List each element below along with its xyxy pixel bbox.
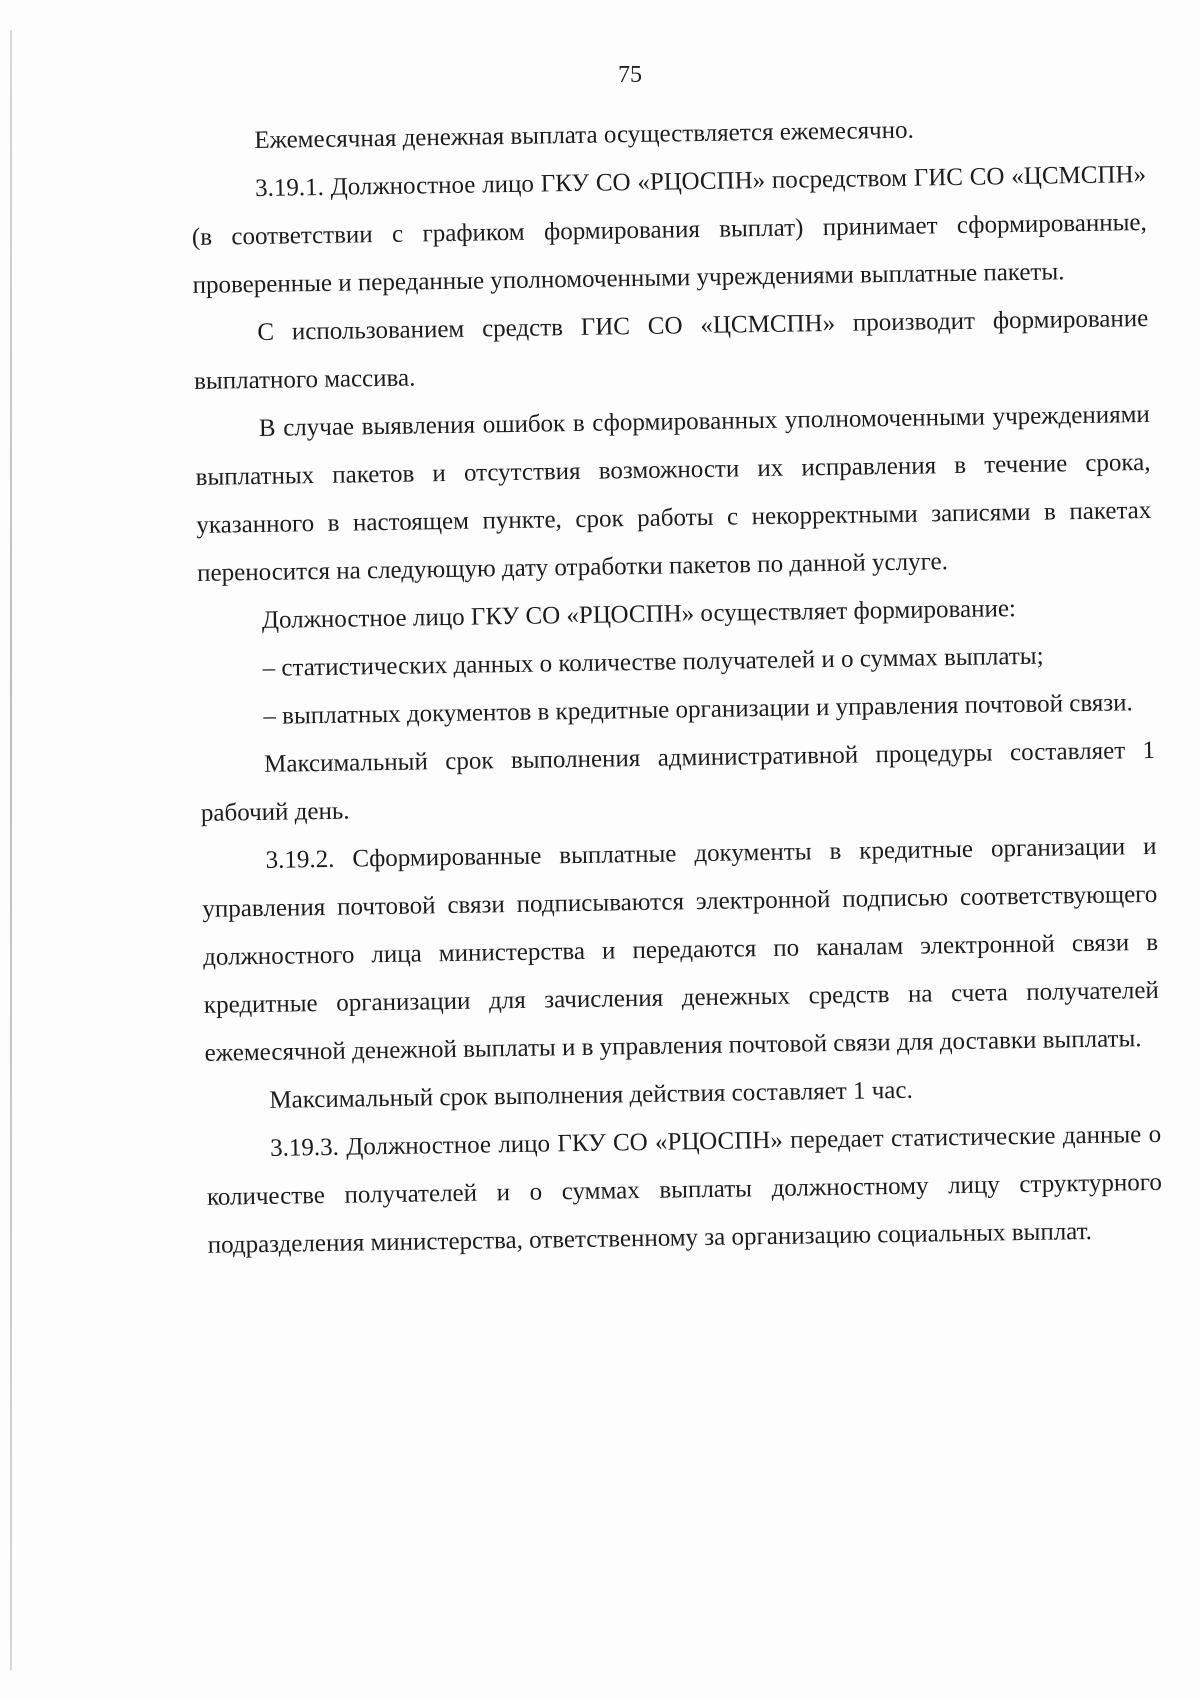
paragraph-formation-intro: Должностное лицо ГКУ СО «РЦОСПН» осуществляет формирование:: [261, 595, 1017, 634]
paragraph-3-19-3: 3.19.3. Должностное лицо ГКУ СО «РЦОСПН» передает статистические данные о количестве получателей и о суммах выплаты должностному лицу структурного подразделения министерства, ответственному за организацию социальных выплат.: [206, 1120, 1163, 1259]
list-item-payment-documents: – выплатных документов в кредитные организации и управления почтовой связи.: [263, 689, 1134, 730]
paragraph-3-19-2: 3.19.2. Сформированные выплатные документы в кредитные организации и управления почтовой связи подписываются электронной подписью соответствующего должностного лица министерства и передаются по каналам электронной связи в кредитные организации для зачисления денежных средств на счета получателей ежемесячной денежной выплаты и в управления почтовой связи для доставки выплаты.: [202, 832, 1160, 1067]
paragraph-3-19-1: 3.19.1. Должностное лицо ГКУ СО «РЦОСПН» посредством ГИС СО «ЦСМСПН» (в соответствии с графиком формирования выплат) принимает сформированные, проверенные и переданные уполномоченными учреждениями выплатные пакеты.: [191, 160, 1147, 299]
paragraph-monthly-payment: Ежемесячная денежная выплата осуществляется ежемесячно.: [254, 116, 914, 154]
paragraph-payment-array: С использованием средств ГИС СО «ЦСМСПН» производит формирование выплатного массива.: [193, 304, 1149, 395]
paragraph-max-term-procedure: Максимальный срок выполнения административной процедуры составляет 1 рабочий день.: [200, 736, 1156, 827]
document-body: [190, 103, 1163, 1270]
paragraph-errors: В случае выявления ошибок в сформированных уполномоченными учреждениями выплатных пакетов и отсутствия возможности их исправления в течение срока, указанного в настоящем пункте, срок работы с некорректными записями в пакетах переносится на следующую дату отработки пакетов по данной услуге.: [195, 400, 1152, 587]
scan-edge-shadow: [10, 30, 12, 1670]
paragraph-max-term-action: Максимальный срок выполнения действия составляет 1 час.: [269, 1076, 913, 1114]
page-number: 75: [618, 62, 642, 88]
list-item-statistics: – статистических данных о количестве получателей и о суммах выплаты;: [262, 642, 1044, 682]
